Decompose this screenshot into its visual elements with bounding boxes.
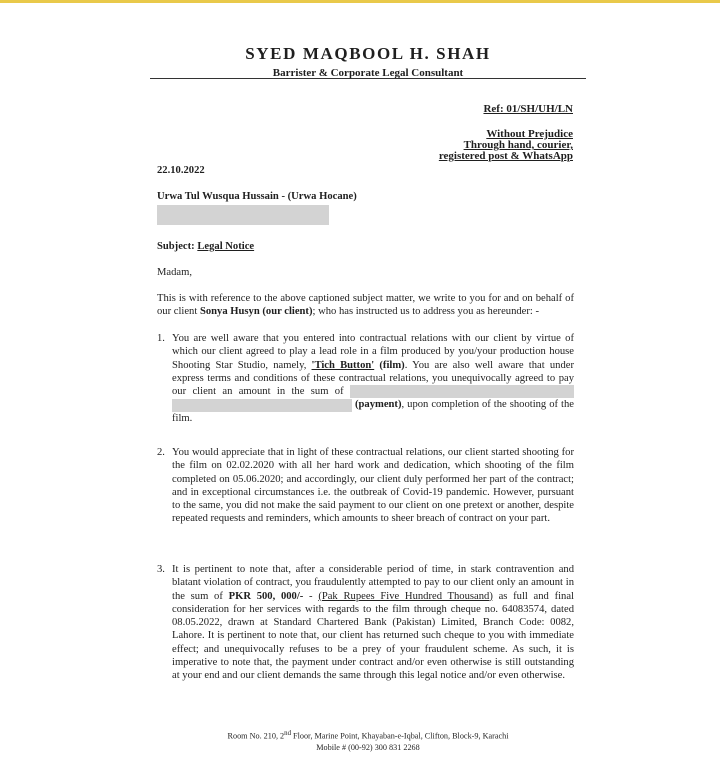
redaction-box	[350, 385, 574, 398]
sender-title: Barrister & Corporate Legal Consultant	[272, 67, 464, 79]
paragraph-number: 3.	[157, 564, 165, 575]
mobile-number: Mobile # (00-92) 300 831 2268	[316, 742, 420, 752]
letter-date: 22.10.2022	[157, 165, 205, 176]
amount-words: (Pak Rupees Five Hundred Thousand)	[318, 590, 493, 602]
subject-text: Legal Notice	[197, 241, 255, 252]
delivery-line: Without Prejudice	[486, 128, 573, 140]
paragraph-text: You would appreciate that in light of these contractual relations, our client started shooting for the film on 02.02.2020 with all her hard work and dedication, which shooting of the film completed on 05.06.2020; and accordingly, our client duly performed her part of the contract; and in exceptional circumstances i.e. the outbreak of Covid-19 pandemic. However, pursuant to the same, you did not make the said payment to our client on one pretext or another, despite repeated requests and reminders, which amounts to sheer breach of contract on your part.	[172, 447, 574, 525]
film-title: 'Tich Button'	[311, 359, 375, 371]
paragraph-text: . You are also well aware that under express terms and conditions of these contractual relations, you unequivocally agreed to pay our client an amount in the sum of	[172, 359, 574, 398]
subject-line	[157, 240, 254, 253]
subject-label: Subject:	[157, 241, 195, 252]
delivery-line: Through hand, courier,	[463, 139, 573, 151]
address-text: Room No. 210, 2	[227, 731, 285, 741]
paragraph-3	[157, 563, 574, 683]
redaction-box	[157, 205, 329, 225]
redaction-box	[172, 399, 352, 412]
intro-paragraph	[157, 292, 574, 319]
intro-text-end: ; who has instructed us to address you as hereunder: -	[312, 306, 540, 318]
client-name: Sonya Husyn (our client)	[199, 306, 313, 318]
paragraph-number: 1.	[157, 333, 165, 344]
sender-name: SYED MAQBOOL H. SHAH	[245, 44, 491, 63]
recipient-address-redacted	[157, 205, 329, 225]
letterhead	[150, 44, 586, 79]
reference-number: Ref: 01/SH/UH/LN	[483, 103, 573, 115]
paragraph-1	[157, 332, 574, 425]
payment-label: (payment)	[355, 399, 402, 411]
address-text-end: Floor, Marine Point, Khayaban-e-Iqbal, Clifton, Block-9, Karachi	[290, 731, 509, 741]
paragraph-text: It is pertinent to note that, after a considerable period of time, in stark contravention and blatant violation of contract, you fraudulently attempted to pay to our client only an amount in the sum of	[172, 564, 574, 602]
film-label: (film)	[374, 359, 405, 371]
paragraph-text: You are well aware that you entered into contractual relations with our client by virtue of which our client agreed to play a lead role in a film produced by you/your production house Shooting Star Studio, namely,	[172, 333, 574, 371]
address-ordinal: nd	[284, 730, 291, 737]
letterhead-rule	[150, 78, 586, 79]
delivery-line: registered post & WhatsApp	[438, 150, 573, 162]
letterhead-footer	[150, 728, 586, 753]
office-address	[150, 728, 586, 742]
amount-separator: -	[303, 590, 319, 602]
salutation: Madam,	[157, 267, 193, 278]
paragraph-2	[157, 446, 574, 526]
delivery-notes	[439, 129, 573, 162]
paragraph-number: 2.	[157, 447, 165, 458]
amount-figure: PKR 500, 000/-	[228, 590, 304, 602]
recipient-name: Urwa Tul Wusqua Hussain - (Urwa Hocane)	[157, 191, 357, 202]
paragraph-text: , upon completion of the shooting of the film.	[172, 399, 574, 424]
intro-text: This is with reference to the above captioned subject matter, we write to you for and on behalf of our client	[157, 293, 574, 318]
paragraph-text: as full and final consideration for her services with regards to the film through cheque no. 64083574, dated 08.05.2022, drawn at Standard Chartered Bank (Pakistan) Limited, Branch Code: 0082, Lahore. It is pertinent to note that, our client has returned such cheque to you with immediate effect; and unequivocally refuses to be a prey of your fraudulent scheme. As such, it is imperative to note that, the payment under contract and/or even otherwise is still outstanding at your end and our client demands the same through this legal notice and/or even otherwise.	[172, 590, 574, 682]
